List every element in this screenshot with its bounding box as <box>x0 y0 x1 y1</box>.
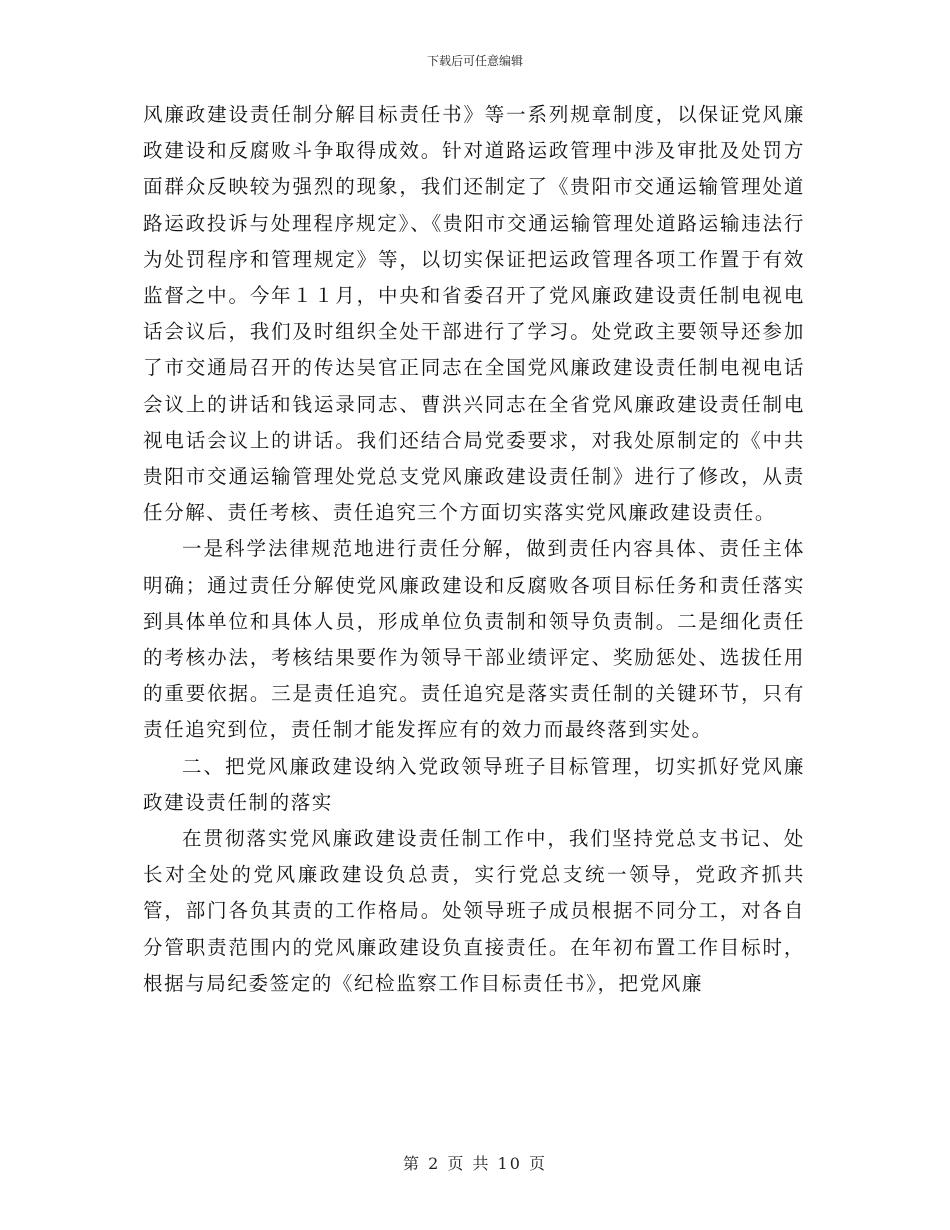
paragraph-continuation: 风廉政建设责任制分解目标责任书》等一系列规章制度，以保证党风廉政建设和反腐败斗争取得成效。针对道路运政管理中涉及审批及处罚方面群众反映较为强烈的现象，我们还制定了《贵阳市交通运输管理处道路运政投诉与处理程序规定》、《贵阳市交通运输管理处道路运输违法行为处罚程序和管理规定》等，以切实保证把运政管理各项工作置于有效监督之中。今年１１月，中央和省委召开了党风廉政建设责任制电视电话会议后，我们及时组织全处干部进行了学习。处党政主要领导还参加了市交通局召开的传达吴官正同志在全国党风廉政建设责任制电视电话会议上的讲话和钱运录同志、曹洪兴同志在全省党风廉政建设责任制电视电话会议上的讲话。我们还结合局党委要求，对我处原制定的《中共贵阳市交通运输管理处党总支党风廉政建设责任制》进行了修改，从责任分解、责任考核、责任追究三个方面切实落实党风廉政建设责任。 <box>143 103 805 525</box>
page-number-footer: 第 2 页 共 10 页 <box>403 1154 547 1173</box>
section-heading-two: 二、把党风廉政建设纳入党政领导班子目标管理，切实抓好党风廉政建设责任制的落实 <box>143 754 805 814</box>
document-body <box>143 97 805 1002</box>
paragraph-implementation: 在贯彻落实党风廉政建设责任制工作中，我们坚持党总支书记、处长对全处的党风廉政建设负总责，实行党总支统一领导，党政齐抓共管，部门各负其责的工作格局。处领导班子成员根据不同分工，对各自分管职责范围内的党风廉政建设负直接责任。在年初布置工作目标时，根据与局纪委签定的《纪检监察工作目标责任书》，把党风廉 <box>143 827 805 995</box>
page-header: 下载后可任意编辑 <box>426 54 523 68</box>
paragraph-responsibility-breakdown: 一是科学法律规范地进行责任分解，做到责任内容具体、责任主体明确；通过责任分解使党风廉政建设和反腐败各项目标任务和责任落实到具体单位和具体人员，形成单位负责制和领导负责制。二是细化责任的考核办法，考核结果要作为领导干部业绩评定、奖励惩处、选拔任用的重要依据。三是责任追究。责任追究是落实责任制的关键环节，只有责任追究到位，责任制才能发挥应有的效力而最终落到实处。 <box>143 537 805 742</box>
